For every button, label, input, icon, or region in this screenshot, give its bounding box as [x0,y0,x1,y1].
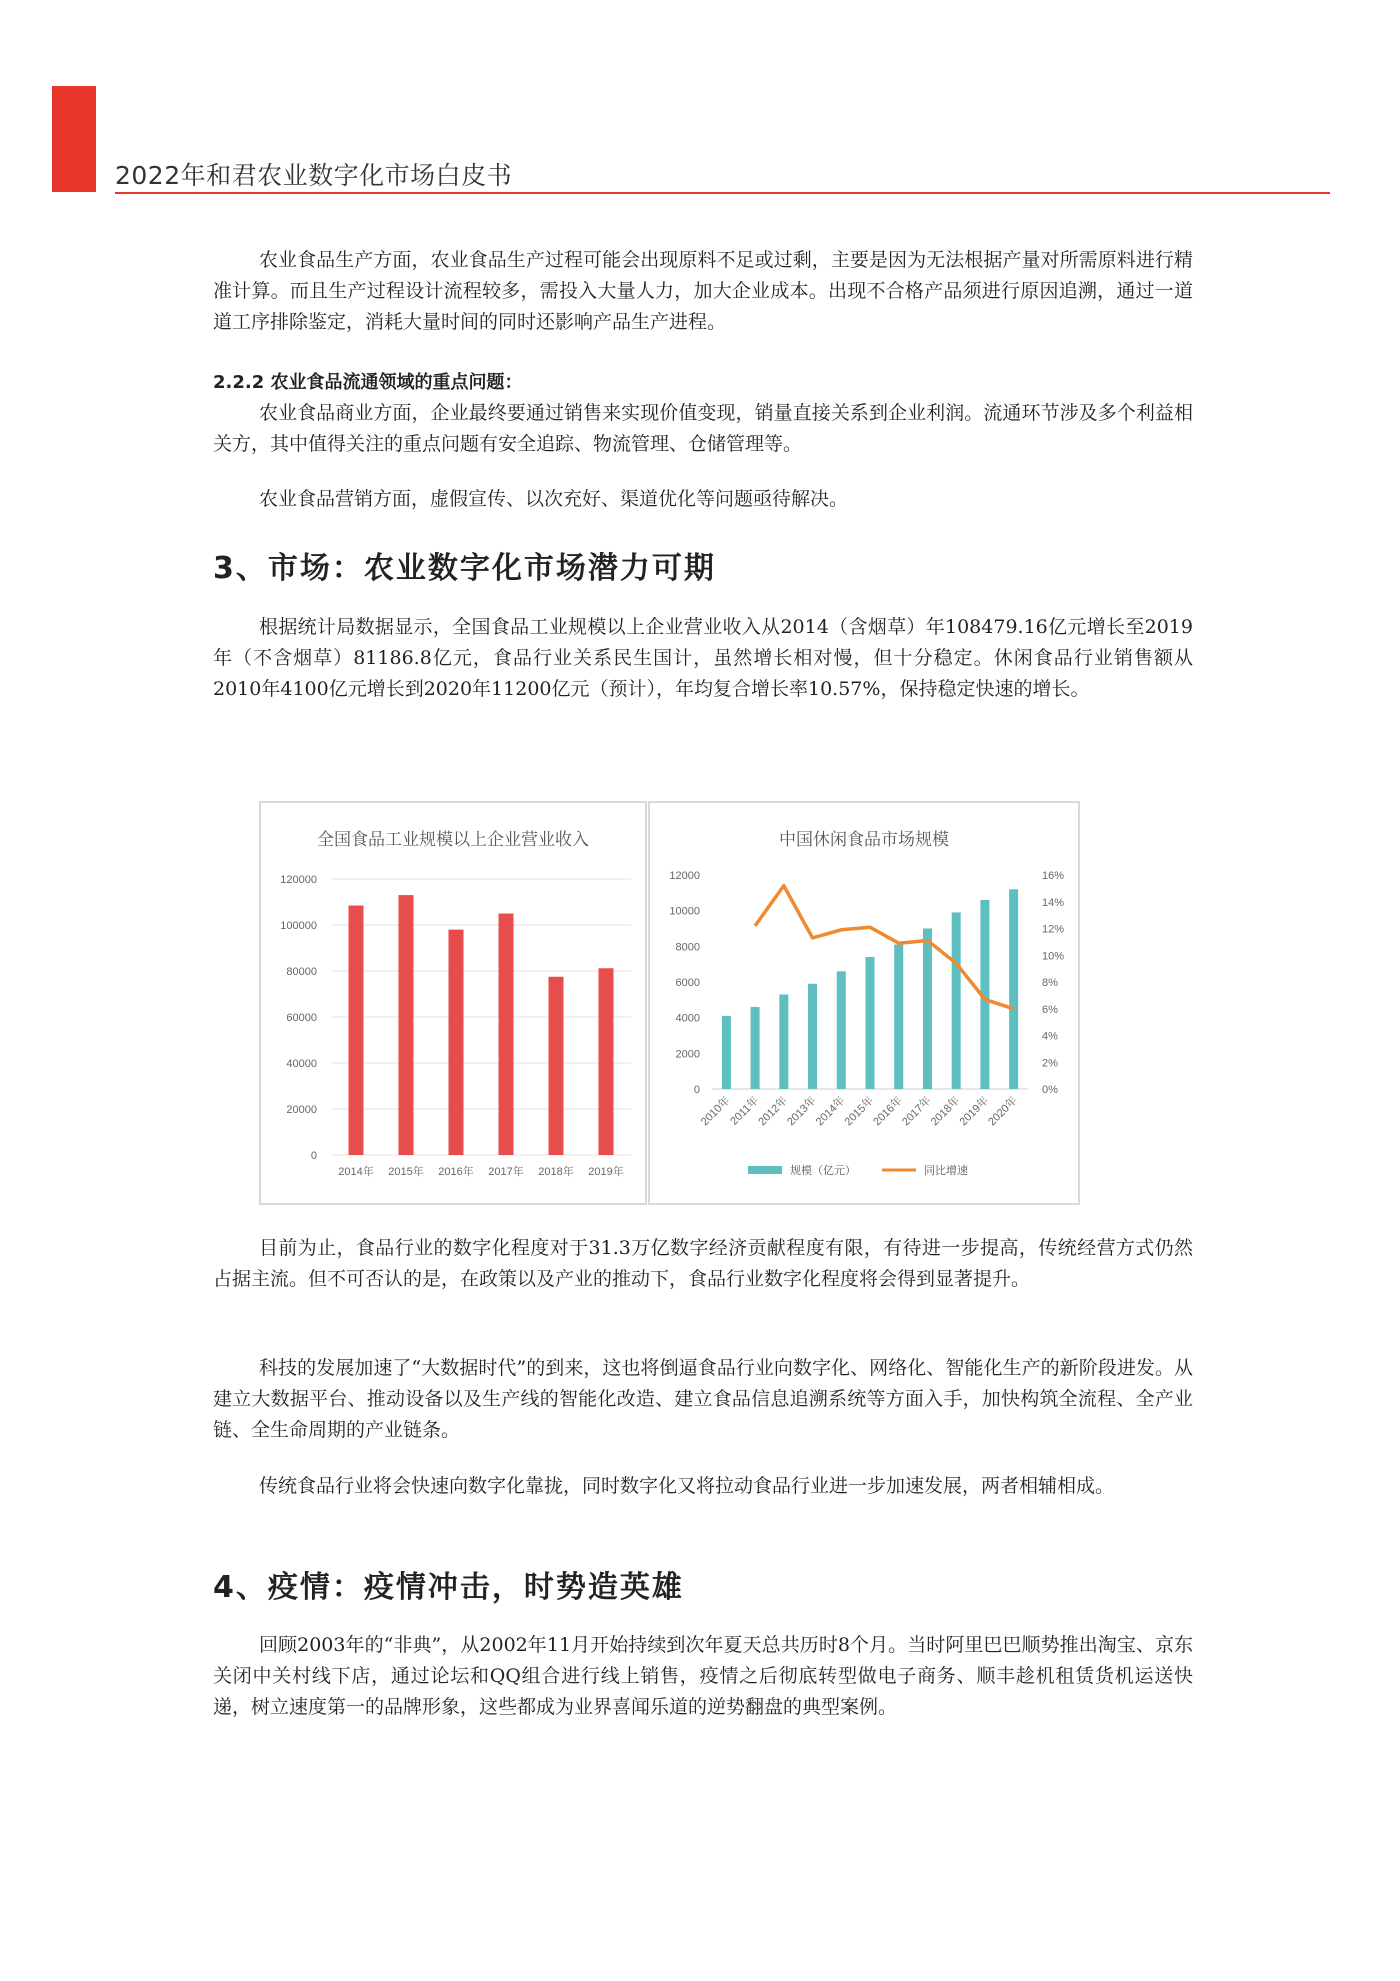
x-tick-label: 2016年 [438,1166,474,1178]
y-tick-label: 100000 [280,920,317,932]
bar [399,895,414,1155]
document-title: 2022年和君农业数字化市场白皮书 [115,161,513,190]
x-tick-label: 2017年 [899,1094,934,1129]
y-right-tick-label: 14% [1042,896,1065,909]
bar [1009,889,1018,1089]
y-tick-label: 20000 [286,1104,317,1116]
paragraph-production: 农业食品生产方面，农业食品生产过程可能会出现原料不足或过剩，主要是因为无法根据产量对所需原料进行精准计算。而且生产过程设计流程较多，需投入大量人力，加大企业成本。出现不合格产品须进行原因追溯，通过一道道工序排除鉴定，消耗大量时间的同时还影响产品生产进程。 [213,249,1193,333]
growth-line [755,886,1014,1009]
chart-canvas [650,803,1078,1203]
x-tick-label: 2014年 [338,1166,374,1178]
y-right-tick-label: 4% [1042,1030,1058,1043]
paragraph-statistics: 根据统计局数据显示，全国食品工业规模以上企业营业收入从2014（含烟草）年108479.16亿元增长至2019年（不含烟草）81186.8亿元，食品行业关系民生国计，虽然增长相对慢，但十分稳定。休闲食品行业销售额从2010年4100亿元增长到2020年11200亿元（预计），年均复合增长率10.57%，保持稳定快速的增长。 [213,616,1193,700]
y-right-tick-label: 8% [1042,977,1058,989]
paragraph-digital-degree: 目前为止，食品行业的数字化程度对于31.3万亿数字经济贡献程度有限，有待进一步提高，传统经营方式仍然占据主流。但不可否认的是，在政策以及产业的推动下，食品行业数字化程度将会得到显著提升。 [213,1237,1193,1290]
x-tick-label: 2018年 [928,1094,963,1129]
y-left-tick-label: 6000 [675,977,700,989]
y-left-tick-label: 8000 [675,941,700,954]
bar [549,977,564,1155]
bar [349,905,364,1155]
chart-title: 全国食品工业规模以上企业营业收入 [317,830,589,849]
header-divider [115,192,1330,194]
y-right-tick-label: 12% [1042,923,1065,936]
y-right-tick-label: 16% [1042,870,1065,882]
x-tick-label: 2016年 [871,1094,905,1129]
y-tick-label: 0 [310,1150,317,1162]
y-right-tick-label: 6% [1042,1003,1058,1016]
bar [837,971,846,1089]
y-tick-label: 120000 [280,874,317,886]
section-heading-epidemic: 4、疫情：疫情冲击，时势造英雄 [213,1570,684,1605]
subsection-heading: 2.2.2 农业食品流通领域的重点问题： [213,372,523,393]
y-left-tick-label: 2000 [675,1048,700,1061]
x-tick-label: 2019年 [588,1166,624,1178]
x-tick-label: 2017年 [488,1166,524,1178]
bar [952,912,961,1089]
bar [866,957,875,1089]
bar [808,984,817,1089]
bar [722,1016,731,1089]
header-accent-bar [52,86,96,192]
y-right-tick-label: 0% [1042,1084,1058,1096]
chart-title: 中国休闲食品市场规模 [779,830,949,849]
bar [499,914,514,1156]
x-tick-label: 2011年 [728,1094,762,1128]
y-right-tick-label: 10% [1042,950,1065,963]
bar [923,929,932,1090]
paragraph-marketing: 农业食品营销方面，虚假宣传、以次充好、渠道优化等问题亟待解决。 [259,488,849,510]
x-tick-label: 2015年 [388,1166,424,1178]
chart-snack-market-size [648,801,1080,1205]
section-heading-market: 3、市场：农业数字化市场潜力可期 [213,551,716,586]
x-tick-label: 2013年 [785,1094,819,1129]
bar [894,945,903,1089]
x-tick-label: 2014年 [813,1094,848,1129]
bar [449,930,464,1155]
y-right-tick-label: 2% [1042,1057,1058,1070]
y-left-tick-label: 4000 [675,1012,700,1025]
paragraph-convergence: 传统食品行业将会快速向数字化靠拢，同时数字化又将拉动食品行业进一步加速发展，两者相辅相成。 [259,1475,1115,1497]
y-tick-label: 60000 [286,1012,317,1024]
y-tick-label: 40000 [286,1058,317,1070]
y-left-tick-label: 0 [693,1084,700,1096]
paragraph-sars: 回顾2003年的“非典”，从2002年11月开始持续到次年夏天总共历时8个月。当时阿里巴巴顺势推出淘宝、京东关闭中关村线下店，通过论坛和QQ组合进行线上销售，疫情之后彻底转型做电子商务、顺丰趁机租赁货机运送快递，树立速度第一的品牌形象，这些都成为业界喜闻乐道的逆势翻盘的典型案例。 [213,1634,1193,1718]
x-tick-label: 2019年 [957,1094,992,1129]
y-left-tick-label: 12000 [669,870,700,882]
chart-food-industry-revenue [259,801,647,1205]
bar [599,968,614,1155]
legend-swatch-bars [748,1166,782,1174]
x-tick-label: 2010年 [698,1094,733,1129]
y-tick-label: 80000 [286,966,317,978]
bar [751,1007,760,1089]
chart-canvas [261,803,645,1203]
x-tick-label: 2012年 [756,1094,790,1129]
bar [779,994,788,1089]
legend-label: 同比增速 [924,1165,968,1177]
x-tick-label: 2015年 [842,1094,877,1129]
paragraph-commerce: 农业食品商业方面，企业最终要通过销售来实现价值变现，销量直接关系到企业利润。流通环节涉及多个利益相关方，其中值得关注的重点问题有安全追踪、物流管理、仓储管理等。 [213,402,1193,455]
y-left-tick-label: 10000 [669,905,700,918]
legend-label: 规模（亿元） [790,1165,856,1177]
x-tick-label: 2020年 [986,1094,1020,1129]
x-tick-label: 2018年 [538,1166,574,1178]
paragraph-big-data: 科技的发展加速了“大数据时代”的到来，这也将倒逼食品行业向数字化、网络化、智能化生产的新阶段进发。从建立大数据平台、推动设备以及生产线的智能化改造、建立食品信息追溯系统等方面入手，加快构筑全流程、全产业链、全生命周期的产业链条。 [213,1357,1193,1441]
